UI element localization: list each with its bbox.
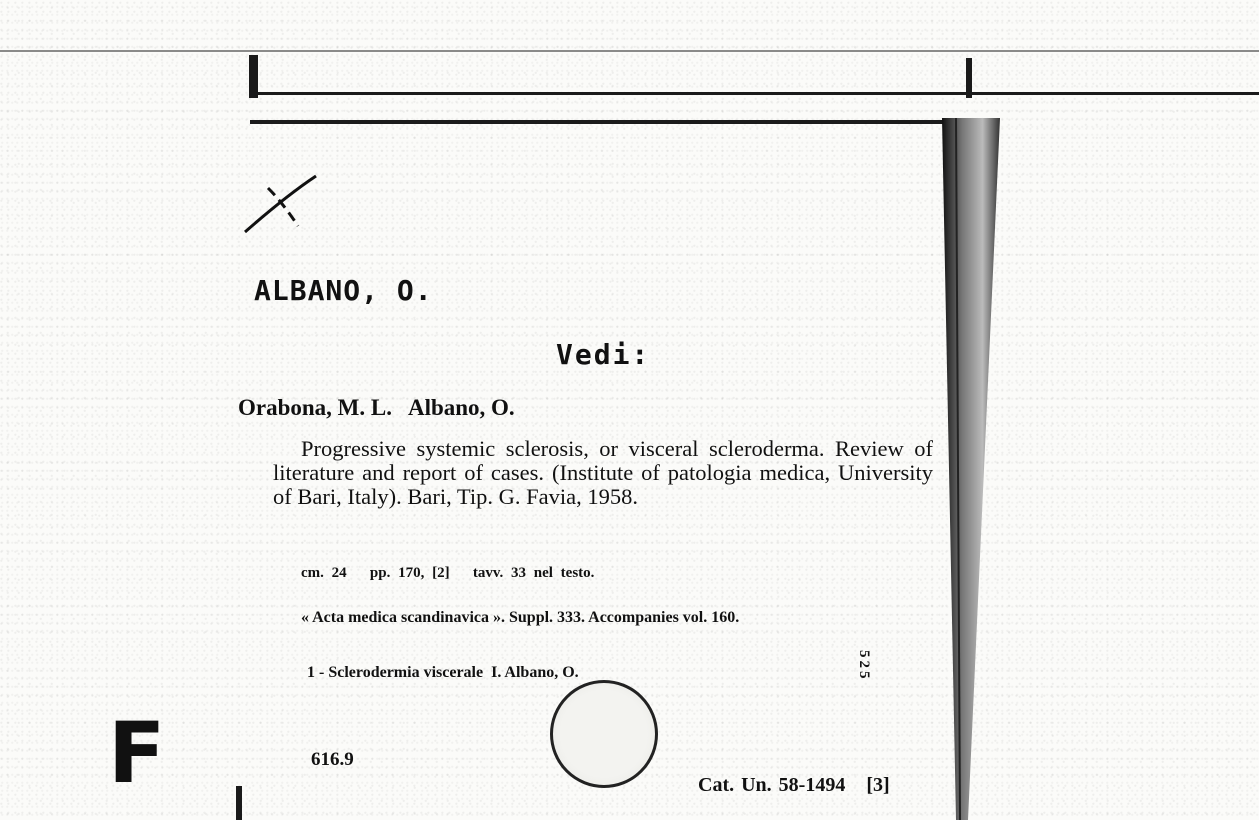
punch-hole-circle [550,680,658,788]
author-entry: Orabona, M. L. Albano, O. [238,395,515,420]
card-right-tick [966,58,972,98]
subject-entry: 1 - Sclerodermia viscerale I. Albano, O. [307,664,579,681]
handwritten-x-mark [240,170,330,240]
margin-letter: F [108,704,166,802]
title-description: Progressive systemic sclerosis, or visceral scleroderma. Review of literature and report of cases. (Institute of patologia medica, University of Bari, Italy). Bari, Tip. G. Favia, 1958. [273,436,933,509]
series-note: « Acta medica scandinavica ». Suppl. 333. Accompanies vol. 160. [301,609,740,626]
left-corner-mark [236,786,242,820]
catalog-number: Cat. Un. 58-1494 [3] [698,774,890,796]
card-top-border [252,92,1259,95]
physical-description: cm. 24 pp. 170, [2] tavv. 33 nel testo. [301,565,595,581]
card-left-tick [249,55,258,98]
card-heading: ALBANO, O. [254,274,433,307]
card-edge-strip [938,118,1002,820]
top-rule [0,50,1259,52]
classification-number: 616.9 [311,749,354,770]
side-number: 525 [856,650,872,682]
see-label: Vedi: [556,338,651,371]
card-upper-rule [250,120,970,124]
